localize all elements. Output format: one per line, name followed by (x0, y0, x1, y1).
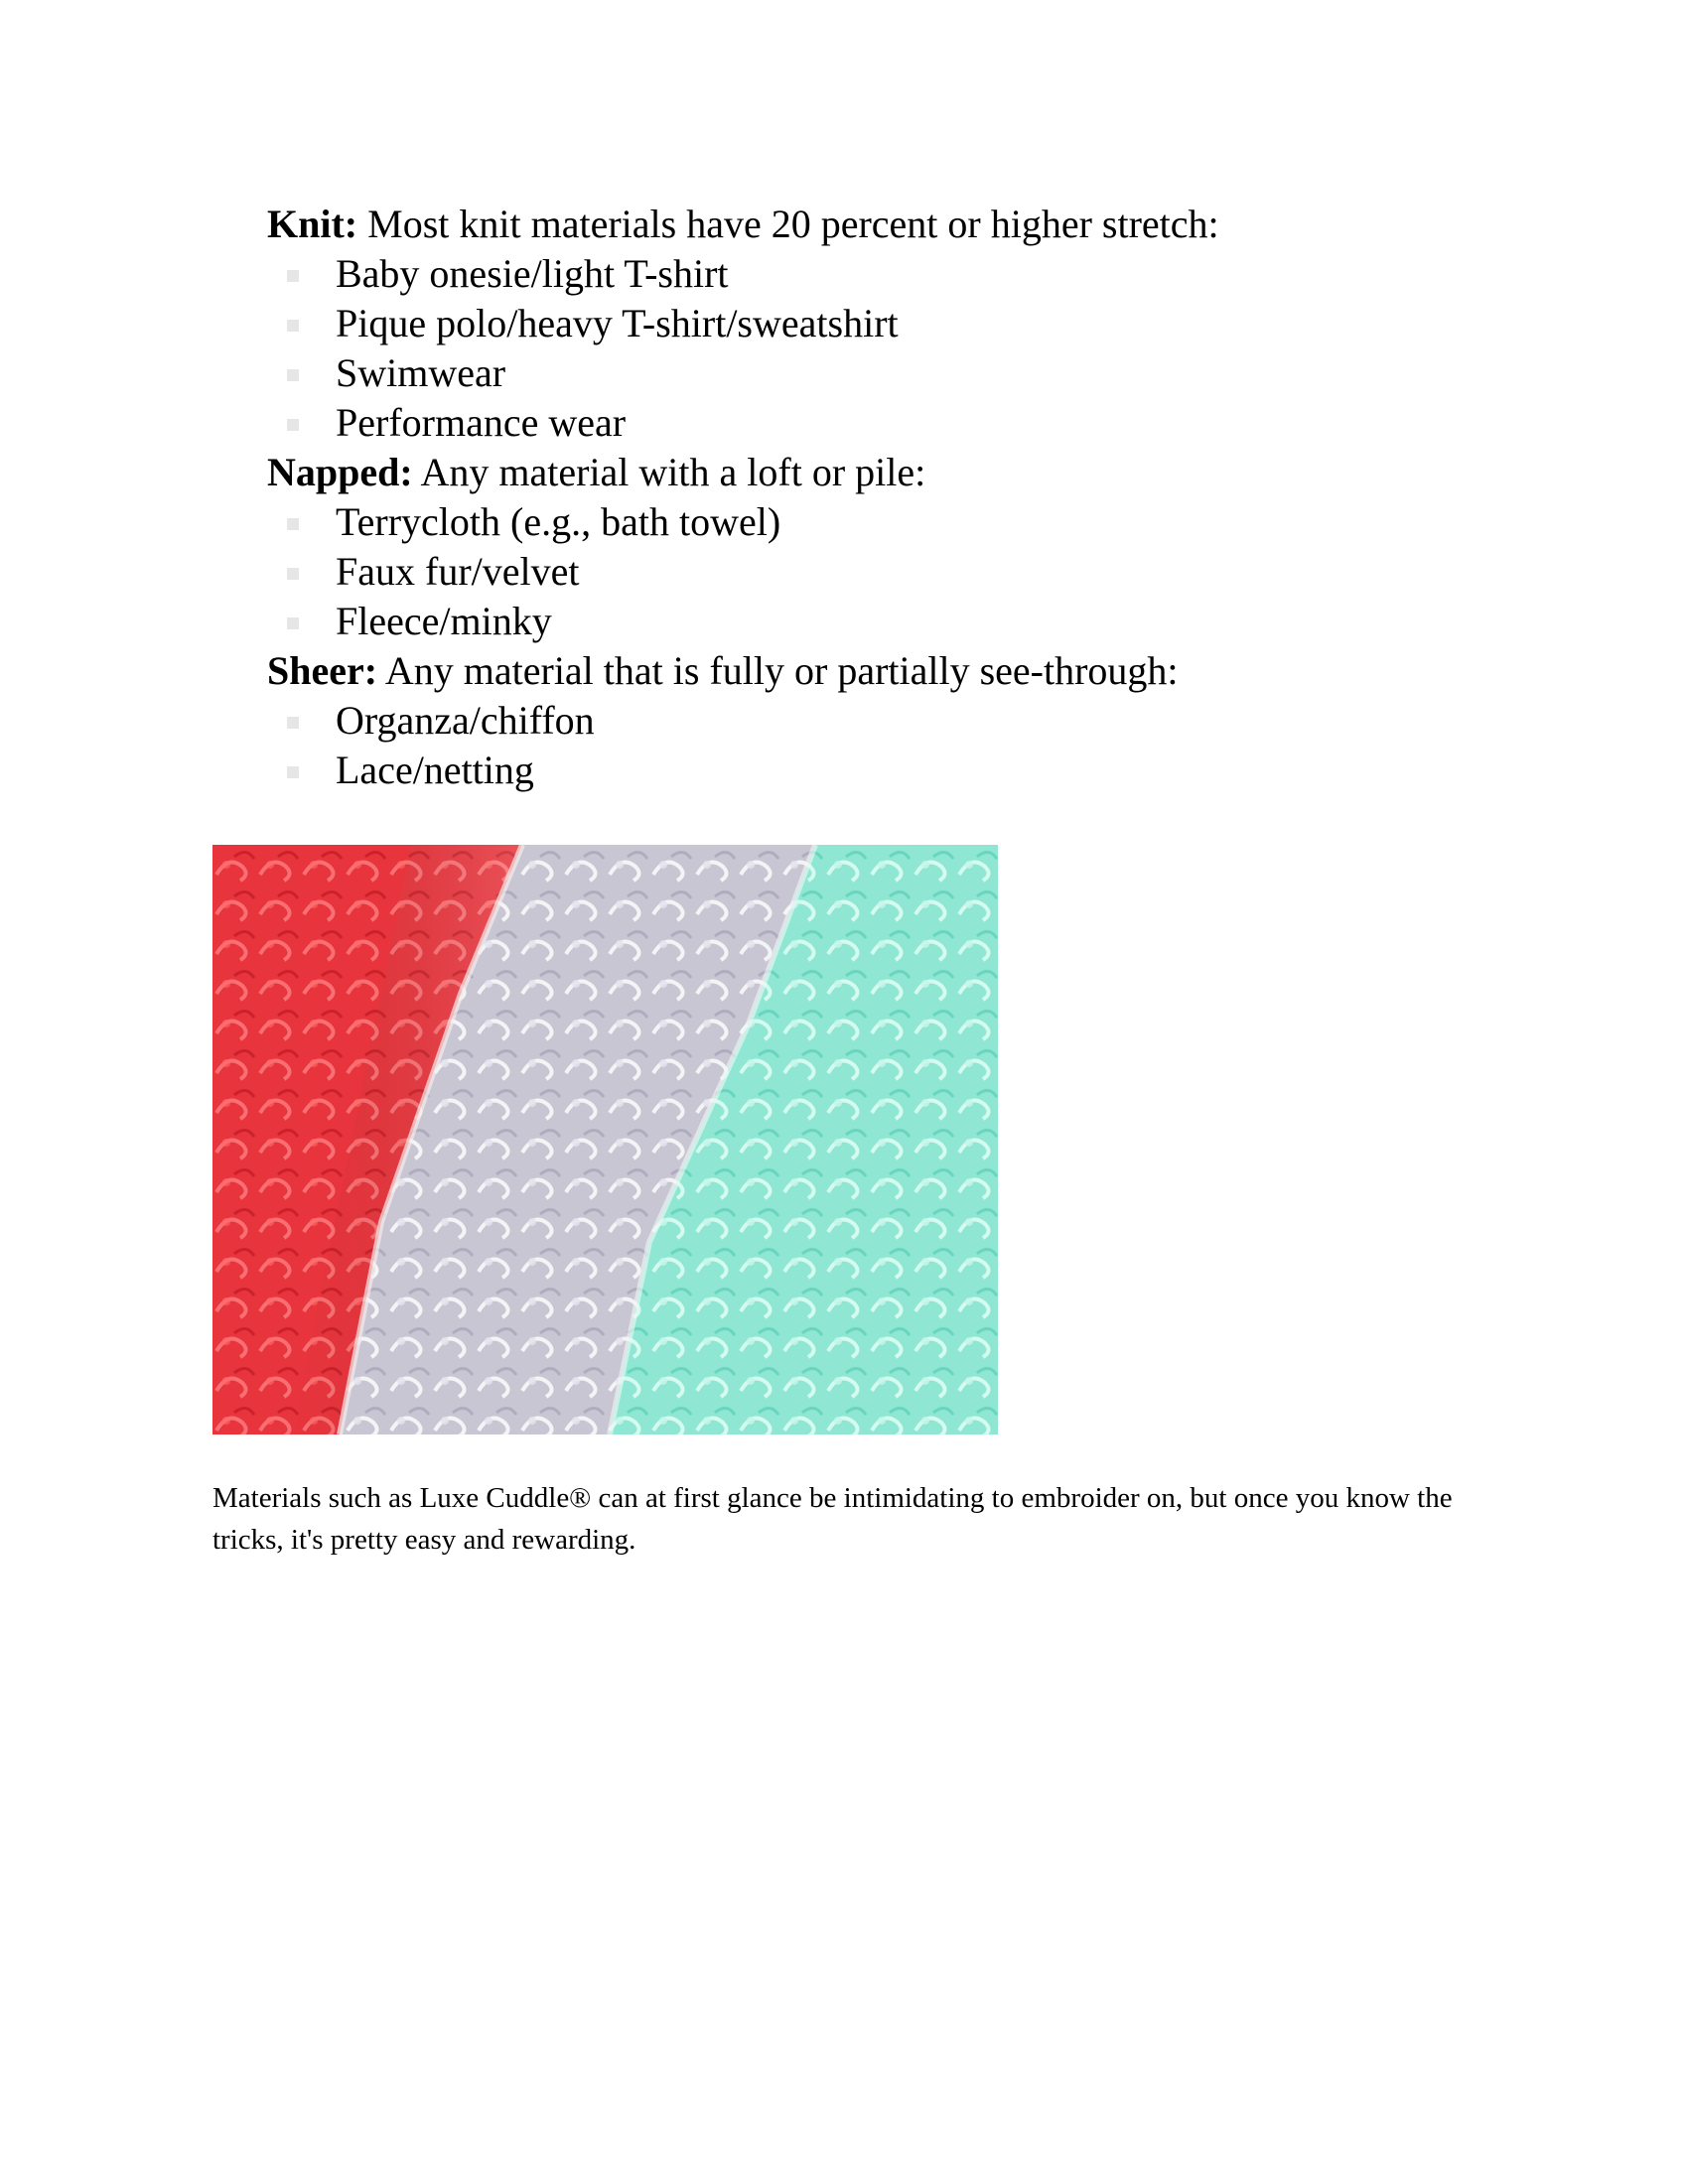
list-item-text: Pique polo/heavy T-shirt/sweatshirt (336, 301, 899, 345)
list-item (267, 398, 1459, 448)
list-item-text: Faux fur/velvet (336, 549, 580, 594)
list-item (267, 597, 1459, 646)
bullet-list (267, 696, 1459, 795)
list-item-text: Terrycloth (e.g., bath towel) (336, 499, 781, 544)
section-napped (267, 448, 1459, 646)
list-item (267, 696, 1459, 746)
list-item-text: Lace/netting (336, 748, 534, 792)
section-text: Any material that is fully or partially see-through: (377, 648, 1179, 693)
square-bullet-icon (287, 617, 299, 629)
section-label: Sheer: (267, 648, 378, 693)
list-item-text: Swimwear (336, 350, 506, 395)
section-heading (267, 200, 1459, 249)
photo-caption: Materials such as Luxe Cuddle® can at first glance be intimidating to embroider on, but once you know the tricks, it's pretty easy and rewarding. (212, 1482, 1453, 1556)
fabric-swatches-image (212, 845, 998, 1434)
section-text: Any material with a loft or pile: (412, 450, 926, 494)
bullet-list (267, 249, 1459, 448)
square-bullet-icon (287, 766, 299, 778)
list-item (267, 547, 1459, 597)
bullet-list (267, 497, 1459, 646)
section-label: Knit: (267, 202, 358, 246)
section-sheer (267, 646, 1459, 795)
list-item (267, 746, 1459, 795)
list-item (267, 299, 1459, 348)
square-bullet-icon (287, 518, 299, 530)
section-text: Most knit materials have 20 percent or higher stretch: (357, 202, 1219, 246)
fabric-photo (212, 845, 998, 1434)
list-item-text: Performance wear (336, 400, 627, 445)
square-bullet-icon (287, 369, 299, 381)
list-item (267, 249, 1459, 299)
list-item-text: Baby onesie/light T-shirt (336, 251, 729, 296)
square-bullet-icon (287, 270, 299, 282)
section-label: Napped: (267, 450, 413, 494)
list-item (267, 348, 1459, 398)
list-item (267, 497, 1459, 547)
section-heading (267, 646, 1459, 696)
section-knit (267, 200, 1459, 448)
list-item-text: Fleece/minky (336, 599, 552, 643)
section-heading (267, 448, 1459, 497)
square-bullet-icon (287, 419, 299, 431)
square-bullet-icon (287, 320, 299, 332)
list-item-text: Organza/chiffon (336, 698, 595, 743)
square-bullet-icon (287, 717, 299, 729)
square-bullet-icon (287, 568, 299, 580)
